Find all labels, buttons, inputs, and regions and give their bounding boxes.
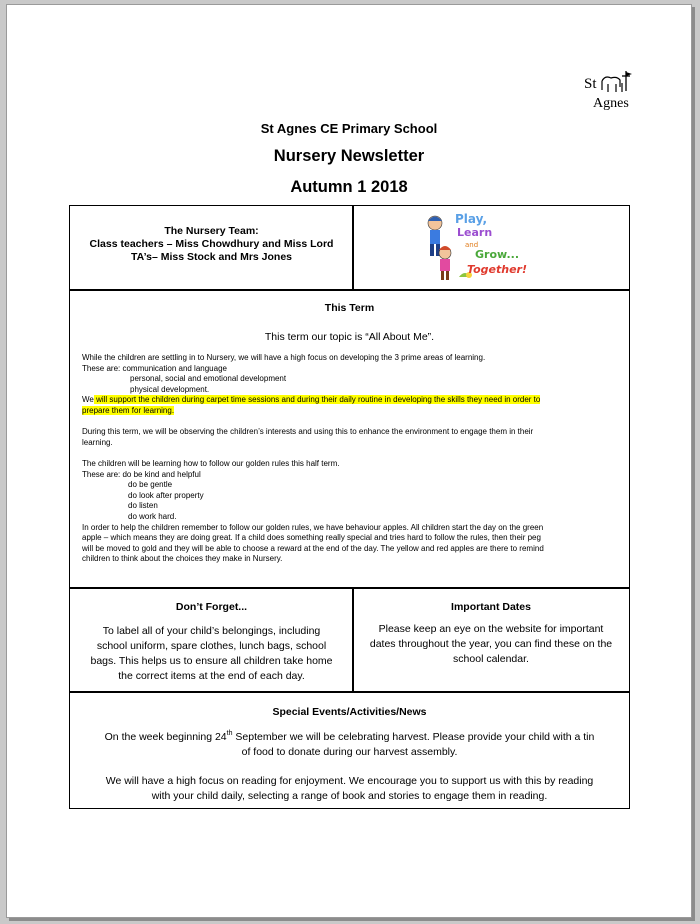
important-dates-body (361, 622, 621, 667)
dont-forget-line: bags. This helps us to ensure all children take home (90, 655, 333, 667)
harvest-line2: of food to donate during our harvest assembly. (241, 746, 458, 758)
harvest-line1 (80, 730, 619, 745)
golden-rule-1: These are: do be kind and helpful (82, 469, 201, 479)
important-dates-title: Important Dates (451, 601, 531, 613)
important-dates-line: Please keep an eye on the website for important (378, 623, 604, 635)
golden-rules-intro: The children will be learning how to follow our golden rules this half term. (82, 458, 340, 468)
important-dates-line: dates throughout the year, you can find these on the (369, 638, 613, 650)
reading-line2: with your child daily, selecting a range of book and stories to engage them in reading. (151, 790, 548, 802)
golden-rule-3: do look after property (128, 490, 204, 500)
support-paragraph-line1 (82, 395, 619, 406)
school-logo (582, 69, 638, 113)
children-illustration-icon (419, 209, 531, 287)
dont-forget-body (78, 624, 345, 684)
reading-line1: We will have a high focus on reading for enjoyment. We encourage you to support us with this by reading (105, 775, 594, 787)
harvest-pre: On the week beginning 24 (104, 731, 227, 743)
important-dates-line: school calendar. (453, 653, 529, 665)
art-word-and: and (465, 241, 479, 249)
behaviour-apples-line2: apple – which means they are doing great. If a child does something really special and tries hard to follow the rules, then their peg (82, 533, 541, 543)
school-name: St Agnes CE Primary School (260, 121, 438, 136)
support-highlight-a: will support the children during carpet time sessions and during their daily routine in developing the skills they need in order to (93, 395, 541, 405)
newsletter-term: Autumn 1 2018 (290, 178, 408, 196)
dont-forget-section (69, 587, 354, 693)
dont-forget-title: Don’t Forget... (175, 601, 248, 613)
this-term-section (69, 289, 630, 589)
team-heading: The Nursery Team: (164, 225, 259, 237)
harvest-sup: th (226, 730, 233, 737)
behaviour-apples-line3: will be moved to gold and they will be able to choose a reward at the end of the day. The yellow and red apples are there to remind (82, 543, 544, 553)
team-tas: TA’s– Miss Stock and Mrs Jones (130, 251, 293, 263)
observing-line2: learning. (82, 437, 113, 447)
nursery-team-box (69, 205, 354, 291)
this-term-body (82, 353, 619, 565)
golden-rule-4: do listen (128, 501, 158, 511)
this-term-title: This Term (324, 302, 375, 314)
harvest-paragraph (80, 730, 619, 760)
dont-forget-line: To label all of your child’s belongings, including (102, 625, 321, 637)
prime-areas-intro: While the children are settling in to Nursery, we will have a high focus on developing the 3 prime areas of learning. (82, 353, 486, 362)
art-word-grow: Grow... (475, 248, 520, 261)
reading-paragraph (80, 774, 619, 804)
team-teachers: Class teachers – Miss Chowdhury and Miss Lord (89, 238, 334, 250)
prime-area-1: These are: communication and language (82, 363, 227, 373)
newsletter-page (6, 4, 692, 918)
important-dates-section (352, 587, 630, 693)
harvest-post: September we will be celebrating harvest. Please provide your child with a tin (232, 731, 595, 743)
prime-area-2: personal, social and emotional development (130, 374, 287, 384)
logo-text-agnes: Agnes (593, 96, 629, 111)
topic-line: This term our topic is “All About Me”. (264, 331, 435, 343)
lamb-icon (582, 69, 638, 113)
prime-area-3: physical development. (130, 384, 210, 394)
observing-line1: During this term, we will be observing the children’s interests and using this to enhance the environment to engage them in their (82, 427, 534, 437)
behaviour-apples-line1: In order to help the children remember to follow our golden rules, we have behaviour apples. All children start the day on the green (82, 522, 544, 532)
special-events-section (69, 691, 630, 809)
art-word-together: Together! (467, 263, 527, 276)
special-events-title: Special Events/Activities/News (272, 706, 427, 718)
support-paragraph-line2 (82, 406, 619, 417)
dont-forget-line: the correct items at the end of each day. (118, 670, 305, 682)
golden-rule-5: do work hard. (128, 511, 177, 521)
golden-rule-2: do be gentle (128, 480, 173, 490)
art-word-play: Play, (455, 212, 488, 226)
play-learn-grow-box (352, 205, 630, 291)
dont-forget-line: school uniform, spare clothes, lunch bags, school (96, 640, 327, 652)
newsletter-title: Nursery Newsletter (273, 147, 425, 165)
logo-text-st: St (584, 76, 597, 92)
support-lead: We (82, 395, 94, 405)
behaviour-apples-line4: children to think about the choices they make in Nursery. (82, 554, 283, 564)
art-word-learn: Learn (457, 226, 493, 239)
support-highlight-b: prepare them for learning. (82, 405, 175, 415)
